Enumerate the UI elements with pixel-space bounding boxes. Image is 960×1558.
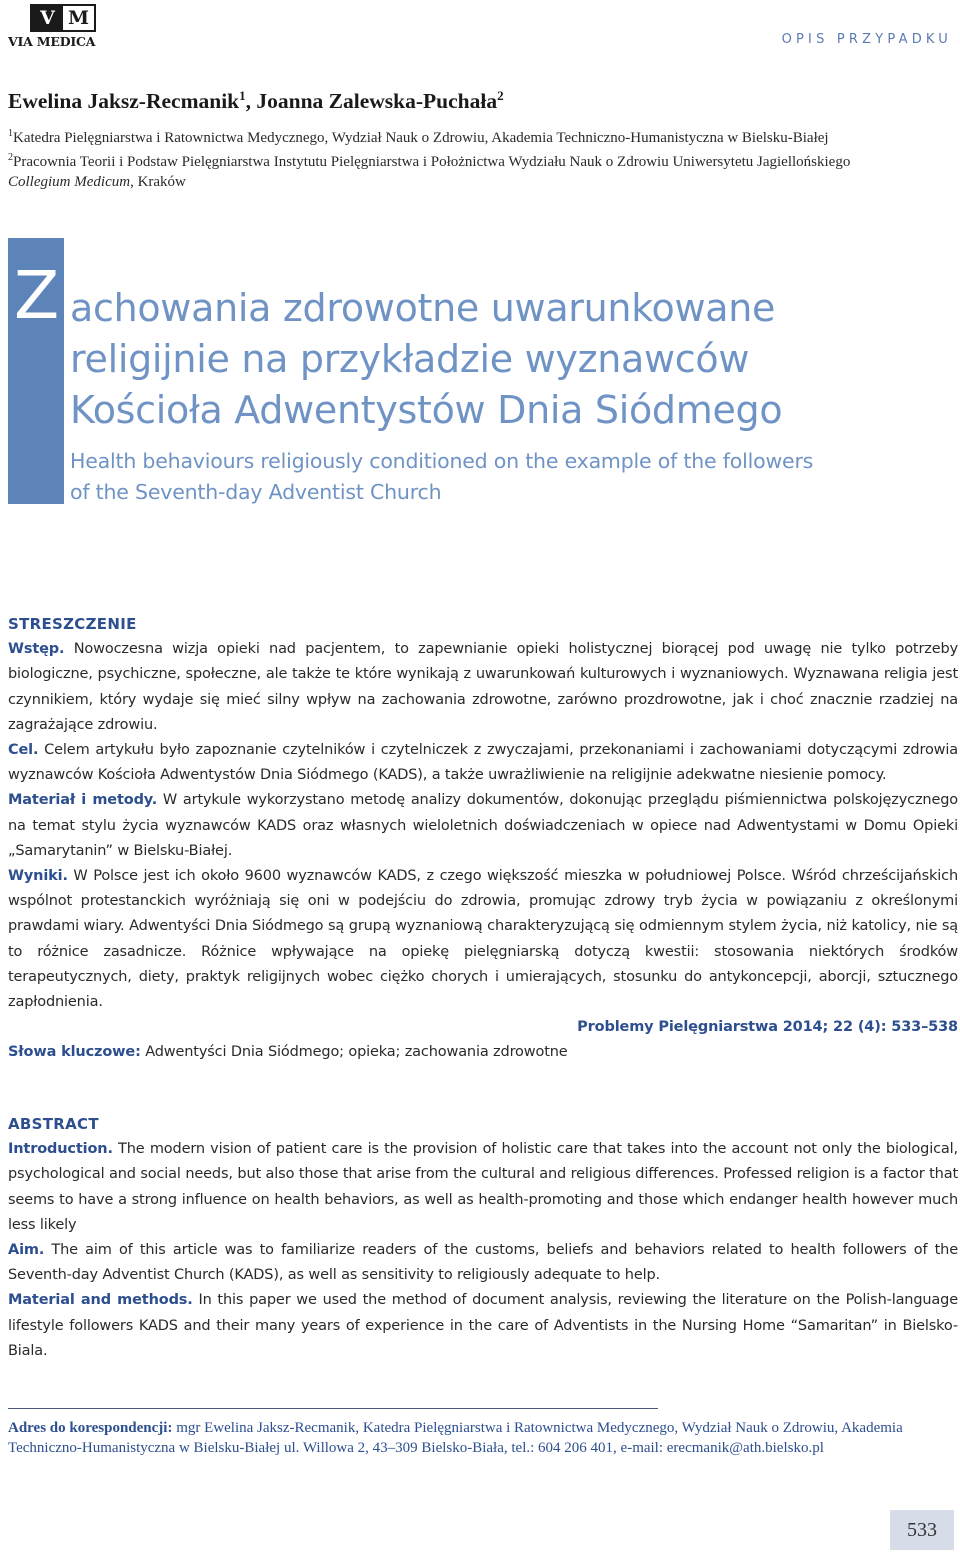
abstract-methods-text: In this paper we used the method of document analysis, reviewing the literature on the Polish-language lifestyle followers KADS and their many years of experience in the care of Adventists in the Nursing Home “Samaritan” in Bielsko-Biala. bbox=[8, 1292, 958, 1359]
streszczenie-results bbox=[8, 864, 958, 1015]
author-separator: , bbox=[245, 89, 257, 114]
correspondence-label: Adres do korespondencji: bbox=[8, 1420, 173, 1436]
correspondence-address bbox=[8, 1418, 958, 1458]
affiliation-2-tail: , Kraków bbox=[130, 174, 186, 190]
streszczenie-methods-text: W artykule wykorzystano metodę analizy dokumentów, dokonując przeglądu piśmiennictwa polskojęzycznego na temat stylu życia wyznawców KADS oraz własnych wieloletnich doświadczeniach w opiece nad Adwentystami w Domu Opieki „Samarytanin” w Bielsku-Białej. bbox=[8, 792, 958, 859]
article-title bbox=[70, 283, 782, 436]
publisher-name: VIA MEDICA bbox=[8, 34, 96, 49]
affiliation-2-italic: Collegium Medicum bbox=[8, 174, 131, 190]
title-line-1: achowania zdrowotne uwarunkowane bbox=[70, 286, 776, 330]
author-1-affil: 1 bbox=[239, 88, 246, 103]
streszczenie-results-label: Wyniki. bbox=[8, 868, 68, 885]
streszczenie-aim bbox=[8, 738, 958, 788]
affiliation-1-number: 1 bbox=[8, 128, 13, 139]
streszczenie-methods-label: Materiał i metody. bbox=[8, 792, 158, 809]
affiliations bbox=[8, 124, 958, 192]
author-2-affil: 2 bbox=[497, 88, 504, 103]
logo-letter-m: M bbox=[63, 6, 94, 30]
keywords bbox=[8, 1040, 958, 1065]
footnote-separator bbox=[8, 1408, 658, 1409]
abstract-intro bbox=[8, 1137, 958, 1238]
subtitle-line-1: Health behaviours religiously conditioned on the example of the followers bbox=[70, 449, 814, 473]
title-line-3: Kościoła Adwentystów Dnia Siódmego bbox=[70, 388, 783, 432]
abstract-heading: ABSTRACT bbox=[8, 1115, 99, 1133]
subtitle-line-2: of the Seventh-day Adventist Church bbox=[70, 480, 442, 504]
abstract-methods bbox=[8, 1288, 958, 1364]
author-1: Ewelina Jaksz-Recmanik bbox=[8, 89, 240, 114]
streszczenie-heading: STRESZCZENIE bbox=[8, 615, 137, 633]
journal-citation: Problemy Pielęgniarstwa 2014; 22 (4): 533–538 bbox=[577, 1019, 958, 1036]
article-type-label: OPIS PRZYPADKU bbox=[781, 32, 952, 47]
keywords-label: Słowa kluczowe: bbox=[8, 1044, 141, 1061]
streszczenie-results-text: W Polsce jest ich około 9600 wyznawców KADS, z czego większość mieszka w południowej Polsce. Wśród chrześcijańskich wspólnot protestanckich wyróżniają się oni w podejściu do zdrowia, promując zdrowy tryb życia w powiązaniu z określonymi prawdami wiary. Adwentyści Dnia Siódmego są grupą wyznaniową charakteryzującą się odmiennym stylem życia, niż katolicy, nie są to różnice zasadnicze. Różnice wpływające na opiekę pielęgniarską dotyczą kwestii: stosowania niektórych środków terapeutycznych, diety, praktyk religijnych wobec ciężko chorych i umierających, stosunku do antykoncepcji, aborcji, sztucznego zapłodnienia. bbox=[8, 868, 958, 1011]
logo-letter-v: V bbox=[32, 6, 63, 30]
streszczenie-aim-text: Celem artykułu było zapoznanie czytelników i czytelniczek z zwyczajami, przekonaniami i zachowaniami dotyczącymi zdrowia wyznawców Kościoła Adwentystów Dnia Siódmego (KADS), a także uwrażliwienie na religijnie adekwatne niesienie pomocy. bbox=[8, 742, 958, 784]
title-dropcap: Z bbox=[14, 257, 60, 334]
affiliation-2 bbox=[8, 148, 958, 192]
affiliation-1-text: Katedra Pielęgniarstwa i Ratownictwa Medycznego, Wydział Nauk o Zdrowiu, Akademia Techniczno-Humanistyczna w Bielsku-Białej bbox=[13, 130, 829, 146]
abstract-aim-label: Aim. bbox=[8, 1242, 45, 1259]
keywords-text: Adwentyści Dnia Siódmego; opieka; zachowania zdrowotne bbox=[140, 1044, 568, 1061]
affiliation-2-number: 2 bbox=[8, 152, 13, 163]
streszczenie-methods bbox=[8, 788, 958, 864]
publisher-logo bbox=[8, 4, 100, 49]
article-subtitle bbox=[70, 446, 813, 508]
page-number: 533 bbox=[890, 1510, 954, 1550]
logo-mark bbox=[30, 4, 96, 32]
abstract-aim-text: The aim of this article was to familiarize readers of the customs, beliefs and behaviors related to health followers of the Seventh-day Adventist Church (KADS), as well as sensitivity to religiously adequate to help. bbox=[8, 1242, 958, 1284]
abstract-aim bbox=[8, 1238, 958, 1288]
streszczenie-intro-text: Nowoczesna wizja opieki nad pacjentem, to zapewnianie opieki holistycznej biorącej pod uwagę nie tylko potrzeby biologiczne, psychiczne, społeczne, ale także te które wynikają z uwarunkowań kulturowych i wyznaniowych. Wyznawana religia jest czynnikiem, który wydaje się mieć silny wpływ na zachowania zdrowotne, zarówno prozdrowotne, jak i choć znacznie rzadziej na zagrażające zdrowiu. bbox=[8, 641, 958, 733]
author-line bbox=[8, 88, 504, 114]
affiliation-1 bbox=[8, 124, 958, 148]
streszczenie-section bbox=[8, 612, 958, 1066]
abstract-methods-label: Material and methods. bbox=[8, 1292, 193, 1309]
abstract-section bbox=[8, 1112, 958, 1364]
streszczenie-intro-label: Wstęp. bbox=[8, 641, 65, 658]
affiliation-2-text: Pracownia Teorii i Podstaw Pielęgniarstwa Instytutu Pielęgniarstwa i Położnictwa Wydziału Nauk o Zdrowiu Uniwersytetu Jagiellońskiego bbox=[13, 154, 851, 170]
title-line-2: religijnie na przykładzie wyznawców bbox=[70, 337, 750, 381]
author-2: Joanna Zalewska-Puchała bbox=[256, 89, 498, 114]
abstract-intro-label: Introduction. bbox=[8, 1141, 113, 1158]
correspondence-text: mgr Ewelina Jaksz-Recmanik, Katedra Pielęgniarstwa i Ratownictwa Medycznego, Wydział Nauk o Zdrowiu, Akademia Techniczno-Humanistyczna w Bielsku-Białej ul. Willowa 2, 43–309 Bielsko-Biała, tel.: 604 206 401, e-mail: erecmanik@ath.bielsko.pl bbox=[8, 1420, 903, 1456]
streszczenie-intro bbox=[8, 637, 958, 738]
streszczenie-aim-label: Cel. bbox=[8, 742, 39, 759]
abstract-intro-text: The modern vision of patient care is the provision of holistic care that takes into the account not only the biological, psychological and social needs, but also those that arise from the cultural and religious differences. Professed religion is a factor that seems to have a strong influence on health behaviors, as well as health-promoting and those which endanger health however much less likely bbox=[8, 1141, 958, 1233]
